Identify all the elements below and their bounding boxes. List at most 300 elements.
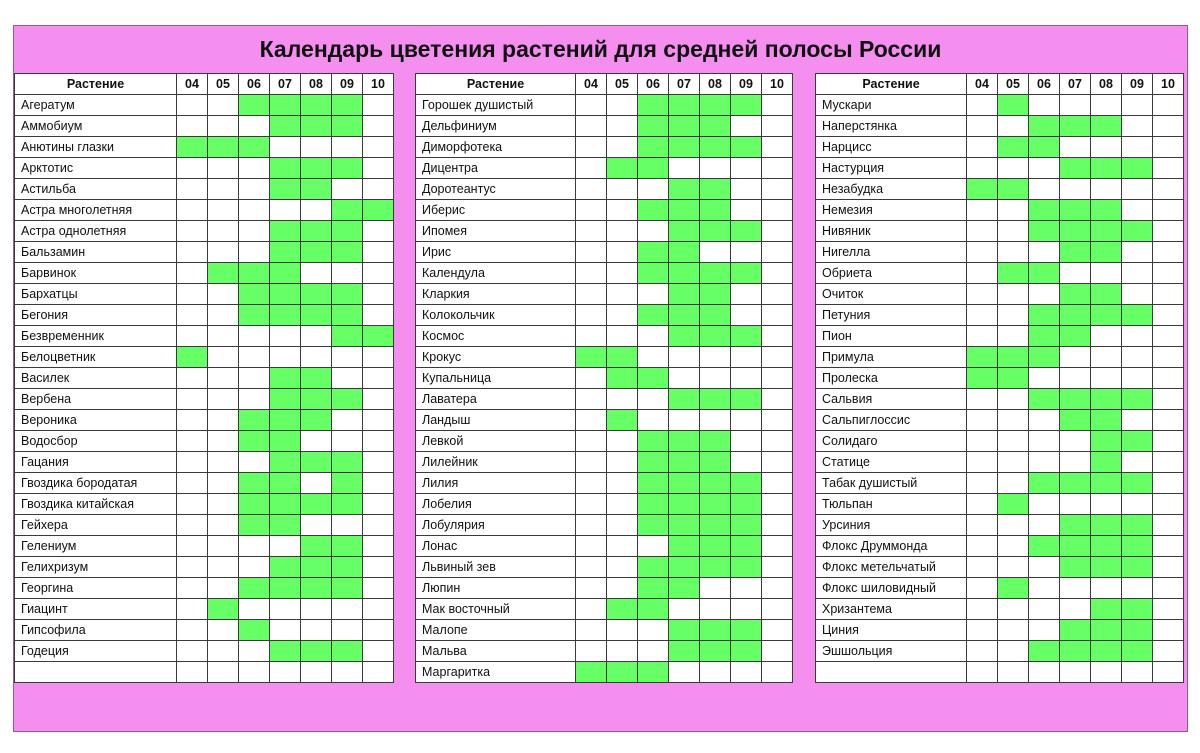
empty-cell bbox=[967, 431, 998, 452]
empty-cell bbox=[607, 494, 638, 515]
empty-cell bbox=[239, 200, 270, 221]
empty-cell bbox=[270, 599, 301, 620]
empty-cell bbox=[967, 263, 998, 284]
calendar-panel-3 bbox=[815, 73, 1184, 683]
empty-cell bbox=[1091, 179, 1122, 200]
empty-cell bbox=[363, 179, 394, 200]
bloom-cell bbox=[332, 242, 363, 263]
empty-cell bbox=[967, 242, 998, 263]
bloom-cell bbox=[731, 515, 762, 536]
empty-cell bbox=[700, 158, 731, 179]
empty-cell bbox=[731, 179, 762, 200]
empty-cell bbox=[1153, 536, 1184, 557]
bloom-cell bbox=[1029, 641, 1060, 662]
plant-name bbox=[816, 662, 967, 683]
bloom-cell bbox=[669, 389, 700, 410]
plant-name: Бальзамин bbox=[15, 242, 177, 263]
bloom-cell bbox=[576, 347, 607, 368]
bloom-cell bbox=[270, 452, 301, 473]
empty-cell bbox=[177, 620, 208, 641]
bloom-cell bbox=[1060, 620, 1091, 641]
header-month: 07 bbox=[669, 74, 700, 95]
bloom-cell bbox=[1091, 410, 1122, 431]
table-row bbox=[816, 452, 1184, 473]
bloom-cell bbox=[638, 116, 669, 137]
empty-cell bbox=[967, 557, 998, 578]
header-month: 10 bbox=[762, 74, 793, 95]
empty-cell bbox=[1153, 494, 1184, 515]
bloom-cell bbox=[1091, 473, 1122, 494]
plant-name: Пролеска bbox=[816, 368, 967, 389]
empty-cell bbox=[1122, 242, 1153, 263]
bloom-cell bbox=[301, 179, 332, 200]
empty-cell bbox=[1060, 662, 1091, 683]
table-row bbox=[15, 263, 394, 284]
empty-cell bbox=[967, 158, 998, 179]
bloom-cell bbox=[669, 473, 700, 494]
empty-cell bbox=[208, 305, 239, 326]
bloom-cell bbox=[239, 431, 270, 452]
bloom-cell bbox=[1091, 515, 1122, 536]
empty-cell bbox=[208, 578, 239, 599]
plant-name: Купальница bbox=[416, 368, 576, 389]
plant-name: Нарцисс bbox=[816, 137, 967, 158]
empty-cell bbox=[363, 536, 394, 557]
plant-name: Солидаго bbox=[816, 431, 967, 452]
bloom-cell bbox=[700, 263, 731, 284]
empty-cell bbox=[363, 347, 394, 368]
empty-cell bbox=[607, 578, 638, 599]
table-row bbox=[15, 410, 394, 431]
bloom-cell bbox=[638, 578, 669, 599]
table-row bbox=[15, 158, 394, 179]
table-header-row bbox=[416, 74, 793, 95]
bloom-cell bbox=[270, 116, 301, 137]
bloom-cell bbox=[332, 473, 363, 494]
empty-cell bbox=[669, 410, 700, 431]
empty-cell bbox=[208, 620, 239, 641]
empty-cell bbox=[1029, 368, 1060, 389]
plant-name: Эшшольция bbox=[816, 641, 967, 662]
empty-cell bbox=[1060, 494, 1091, 515]
empty-cell bbox=[967, 494, 998, 515]
table-row bbox=[15, 389, 394, 410]
empty-cell bbox=[239, 242, 270, 263]
table-row bbox=[416, 200, 793, 221]
empty-cell bbox=[270, 536, 301, 557]
empty-cell bbox=[638, 536, 669, 557]
plant-name: Белоцветник bbox=[15, 347, 177, 368]
empty-cell bbox=[638, 389, 669, 410]
bloom-cell bbox=[239, 515, 270, 536]
empty-cell bbox=[208, 452, 239, 473]
plant-name: Маргаритка bbox=[416, 662, 576, 683]
bloom-cell bbox=[332, 452, 363, 473]
bloom-cell bbox=[332, 494, 363, 515]
empty-cell bbox=[208, 179, 239, 200]
plant-name: Горошек душистый bbox=[416, 95, 576, 116]
bloom-cell bbox=[700, 95, 731, 116]
empty-cell bbox=[177, 200, 208, 221]
table-row bbox=[816, 200, 1184, 221]
bloom-cell bbox=[1091, 431, 1122, 452]
plant-name: Очиток bbox=[816, 284, 967, 305]
empty-cell bbox=[731, 368, 762, 389]
bloom-cell bbox=[1060, 116, 1091, 137]
empty-cell bbox=[998, 599, 1029, 620]
header-month: 08 bbox=[1091, 74, 1122, 95]
bloom-cell bbox=[239, 305, 270, 326]
bloom-cell bbox=[1091, 284, 1122, 305]
bloom-cell bbox=[700, 221, 731, 242]
empty-cell bbox=[607, 515, 638, 536]
empty-cell bbox=[762, 347, 793, 368]
bloom-cell bbox=[731, 473, 762, 494]
empty-cell bbox=[301, 137, 332, 158]
bloom-cell bbox=[270, 242, 301, 263]
table-row bbox=[416, 326, 793, 347]
plant-name: Колокольчик bbox=[416, 305, 576, 326]
empty-cell bbox=[638, 620, 669, 641]
empty-cell bbox=[363, 515, 394, 536]
table-row bbox=[416, 641, 793, 662]
empty-cell bbox=[239, 221, 270, 242]
empty-cell bbox=[1153, 347, 1184, 368]
empty-cell bbox=[607, 179, 638, 200]
bloom-cell bbox=[239, 620, 270, 641]
plant-name: Статице bbox=[816, 452, 967, 473]
table-row bbox=[816, 536, 1184, 557]
bloom-cell bbox=[1060, 326, 1091, 347]
bloom-cell bbox=[998, 95, 1029, 116]
empty-cell bbox=[1122, 494, 1153, 515]
empty-cell bbox=[208, 347, 239, 368]
bloom-cell bbox=[638, 662, 669, 683]
empty-cell bbox=[576, 620, 607, 641]
empty-cell bbox=[1153, 557, 1184, 578]
bloom-cell bbox=[638, 515, 669, 536]
empty-cell bbox=[576, 536, 607, 557]
plant-name: Календула bbox=[416, 263, 576, 284]
table-row bbox=[816, 179, 1184, 200]
empty-cell bbox=[576, 368, 607, 389]
empty-cell bbox=[177, 179, 208, 200]
empty-cell bbox=[731, 284, 762, 305]
empty-cell bbox=[669, 662, 700, 683]
empty-cell bbox=[762, 389, 793, 410]
plant-name: Левкой bbox=[416, 431, 576, 452]
bloom-cell bbox=[967, 368, 998, 389]
empty-cell bbox=[1029, 284, 1060, 305]
plant-name: Табак душистый bbox=[816, 473, 967, 494]
empty-cell bbox=[638, 179, 669, 200]
plant-name: Малопе bbox=[416, 620, 576, 641]
empty-cell bbox=[607, 431, 638, 452]
empty-cell bbox=[1153, 473, 1184, 494]
bloom-cell bbox=[1060, 410, 1091, 431]
table-row bbox=[416, 452, 793, 473]
bloom-cell bbox=[301, 116, 332, 137]
empty-cell bbox=[1029, 599, 1060, 620]
empty-cell bbox=[332, 179, 363, 200]
empty-cell bbox=[1029, 95, 1060, 116]
plant-name: Гипсофила bbox=[15, 620, 177, 641]
empty-cell bbox=[576, 473, 607, 494]
header-month: 05 bbox=[208, 74, 239, 95]
bloom-cell bbox=[669, 431, 700, 452]
plant-name: Нивяник bbox=[816, 221, 967, 242]
empty-cell bbox=[607, 557, 638, 578]
empty-cell bbox=[1122, 410, 1153, 431]
plant-name: Пион bbox=[816, 326, 967, 347]
bloom-cell bbox=[669, 578, 700, 599]
plant-name: Гвоздика китайская bbox=[15, 494, 177, 515]
empty-cell bbox=[239, 116, 270, 137]
empty-cell bbox=[967, 515, 998, 536]
empty-cell bbox=[576, 326, 607, 347]
bloom-cell bbox=[270, 284, 301, 305]
bloom-cell bbox=[332, 326, 363, 347]
empty-cell bbox=[1091, 137, 1122, 158]
empty-cell bbox=[208, 431, 239, 452]
plant-name: Лаватера bbox=[416, 389, 576, 410]
empty-cell bbox=[576, 242, 607, 263]
bloom-cell bbox=[332, 305, 363, 326]
table-row bbox=[416, 116, 793, 137]
empty-cell bbox=[576, 557, 607, 578]
table-row bbox=[15, 641, 394, 662]
bloom-cell bbox=[1122, 389, 1153, 410]
bloom-cell bbox=[576, 662, 607, 683]
plant-name: Ирис bbox=[416, 242, 576, 263]
bloom-cell bbox=[669, 200, 700, 221]
plant-name: Петуния bbox=[816, 305, 967, 326]
bloom-cell bbox=[332, 200, 363, 221]
empty-cell bbox=[762, 158, 793, 179]
bloom-cell bbox=[239, 95, 270, 116]
header-month: 08 bbox=[301, 74, 332, 95]
bloom-cell bbox=[638, 431, 669, 452]
table-row bbox=[15, 116, 394, 137]
bloom-cell bbox=[669, 515, 700, 536]
empty-cell bbox=[638, 221, 669, 242]
empty-cell bbox=[762, 515, 793, 536]
bloom-cell bbox=[669, 452, 700, 473]
table-row bbox=[816, 389, 1184, 410]
plant-name: Сальпиглоссис bbox=[816, 410, 967, 431]
bloom-cell bbox=[638, 452, 669, 473]
table-row bbox=[15, 431, 394, 452]
empty-cell bbox=[762, 662, 793, 683]
plant-name: Немезия bbox=[816, 200, 967, 221]
plant-name: Гелихризум bbox=[15, 557, 177, 578]
bloom-cell bbox=[1091, 242, 1122, 263]
table-row bbox=[816, 263, 1184, 284]
plant-name: Астильба bbox=[15, 179, 177, 200]
bloom-cell bbox=[1029, 473, 1060, 494]
empty-cell bbox=[967, 536, 998, 557]
plant-name: Иберис bbox=[416, 200, 576, 221]
table-row bbox=[816, 305, 1184, 326]
empty-cell bbox=[363, 116, 394, 137]
empty-cell bbox=[998, 431, 1029, 452]
bloom-cell bbox=[177, 347, 208, 368]
empty-cell bbox=[1060, 368, 1091, 389]
bloom-cell bbox=[208, 599, 239, 620]
plant-name: Тюльпан bbox=[816, 494, 967, 515]
bloom-cell bbox=[1029, 200, 1060, 221]
empty-cell bbox=[208, 536, 239, 557]
table-row bbox=[15, 179, 394, 200]
plant-name: Флокс Друммонда bbox=[816, 536, 967, 557]
empty-cell bbox=[998, 410, 1029, 431]
bloom-cell bbox=[1091, 620, 1122, 641]
empty-cell bbox=[1153, 116, 1184, 137]
bloom-cell bbox=[1091, 641, 1122, 662]
empty-cell bbox=[762, 536, 793, 557]
plant-name: Незабудка bbox=[816, 179, 967, 200]
empty-cell bbox=[1060, 599, 1091, 620]
table-row bbox=[416, 599, 793, 620]
table-row bbox=[15, 242, 394, 263]
bloom-cell bbox=[270, 95, 301, 116]
plant-name: Лобулярия bbox=[416, 515, 576, 536]
plant-name: Бархатцы bbox=[15, 284, 177, 305]
empty-cell bbox=[177, 536, 208, 557]
table-row bbox=[15, 347, 394, 368]
plant-name: Гацания bbox=[15, 452, 177, 473]
bloom-cell bbox=[731, 536, 762, 557]
bloom-cell bbox=[638, 263, 669, 284]
empty-cell bbox=[762, 284, 793, 305]
empty-cell bbox=[363, 662, 394, 683]
empty-cell bbox=[576, 452, 607, 473]
bloom-cell bbox=[1122, 515, 1153, 536]
table-row bbox=[15, 326, 394, 347]
plant-name: Астра многолетняя bbox=[15, 200, 177, 221]
bloom-cell bbox=[1122, 557, 1153, 578]
plant-name: Вероника bbox=[15, 410, 177, 431]
plant-name: Гиацинт bbox=[15, 599, 177, 620]
bloom-cell bbox=[731, 641, 762, 662]
empty-cell bbox=[762, 137, 793, 158]
empty-cell bbox=[998, 536, 1029, 557]
bloom-cell bbox=[700, 179, 731, 200]
empty-cell bbox=[239, 389, 270, 410]
empty-cell bbox=[239, 368, 270, 389]
bloom-cell bbox=[731, 221, 762, 242]
bloom-cell bbox=[669, 326, 700, 347]
empty-cell bbox=[731, 431, 762, 452]
empty-cell bbox=[762, 368, 793, 389]
bloom-cell bbox=[301, 368, 332, 389]
bloom-cell bbox=[301, 242, 332, 263]
bloom-cell bbox=[1029, 116, 1060, 137]
bloom-table-1 bbox=[14, 73, 394, 683]
plant-name: Водосбор bbox=[15, 431, 177, 452]
empty-cell bbox=[177, 599, 208, 620]
table-row bbox=[15, 536, 394, 557]
bloom-cell bbox=[700, 137, 731, 158]
empty-cell bbox=[363, 368, 394, 389]
plant-name: Хризантема bbox=[816, 599, 967, 620]
table-row bbox=[416, 368, 793, 389]
bloom-cell bbox=[1060, 158, 1091, 179]
bloom-table-2 bbox=[415, 73, 793, 683]
empty-cell bbox=[270, 137, 301, 158]
table-row bbox=[15, 284, 394, 305]
bloom-cell bbox=[669, 494, 700, 515]
plant-name: Ландыш bbox=[416, 410, 576, 431]
empty-cell bbox=[967, 200, 998, 221]
empty-cell bbox=[967, 137, 998, 158]
table-row bbox=[416, 557, 793, 578]
table-row bbox=[816, 137, 1184, 158]
bloom-cell bbox=[1091, 557, 1122, 578]
bloom-cell bbox=[700, 557, 731, 578]
empty-cell bbox=[1091, 326, 1122, 347]
empty-cell bbox=[332, 263, 363, 284]
bloom-cell bbox=[607, 158, 638, 179]
empty-cell bbox=[363, 158, 394, 179]
plant-name: Флокс шиловидный bbox=[816, 578, 967, 599]
table-row bbox=[816, 662, 1184, 683]
empty-cell bbox=[762, 410, 793, 431]
bloom-cell bbox=[270, 179, 301, 200]
bloom-cell bbox=[270, 368, 301, 389]
bloom-cell bbox=[270, 515, 301, 536]
empty-cell bbox=[967, 473, 998, 494]
empty-cell bbox=[731, 599, 762, 620]
empty-cell bbox=[967, 116, 998, 137]
empty-cell bbox=[177, 641, 208, 662]
bloom-cell bbox=[1122, 305, 1153, 326]
empty-cell bbox=[607, 305, 638, 326]
empty-cell bbox=[576, 599, 607, 620]
empty-cell bbox=[177, 263, 208, 284]
bloom-cell bbox=[1122, 473, 1153, 494]
empty-cell bbox=[1122, 368, 1153, 389]
table-row bbox=[416, 263, 793, 284]
bloom-cell bbox=[700, 536, 731, 557]
plant-name: Безвременник bbox=[15, 326, 177, 347]
plant-name: Сальвия bbox=[816, 389, 967, 410]
empty-cell bbox=[576, 158, 607, 179]
empty-cell bbox=[1153, 284, 1184, 305]
bloom-cell bbox=[607, 662, 638, 683]
bloom-cell bbox=[239, 410, 270, 431]
bloom-cell bbox=[700, 620, 731, 641]
table-row bbox=[816, 95, 1184, 116]
empty-cell bbox=[239, 347, 270, 368]
empty-cell bbox=[363, 389, 394, 410]
table-row bbox=[816, 599, 1184, 620]
plant-name: Арктотис bbox=[15, 158, 177, 179]
empty-cell bbox=[731, 662, 762, 683]
empty-cell bbox=[301, 326, 332, 347]
empty-cell bbox=[270, 620, 301, 641]
table-row bbox=[15, 515, 394, 536]
bloom-cell bbox=[1029, 326, 1060, 347]
bloom-cell bbox=[301, 536, 332, 557]
header-month: 04 bbox=[967, 74, 998, 95]
plant-name: Агератум bbox=[15, 95, 177, 116]
empty-cell bbox=[301, 662, 332, 683]
table-row bbox=[15, 368, 394, 389]
plant-name: Анютины глазки bbox=[15, 137, 177, 158]
empty-cell bbox=[363, 221, 394, 242]
empty-cell bbox=[363, 431, 394, 452]
